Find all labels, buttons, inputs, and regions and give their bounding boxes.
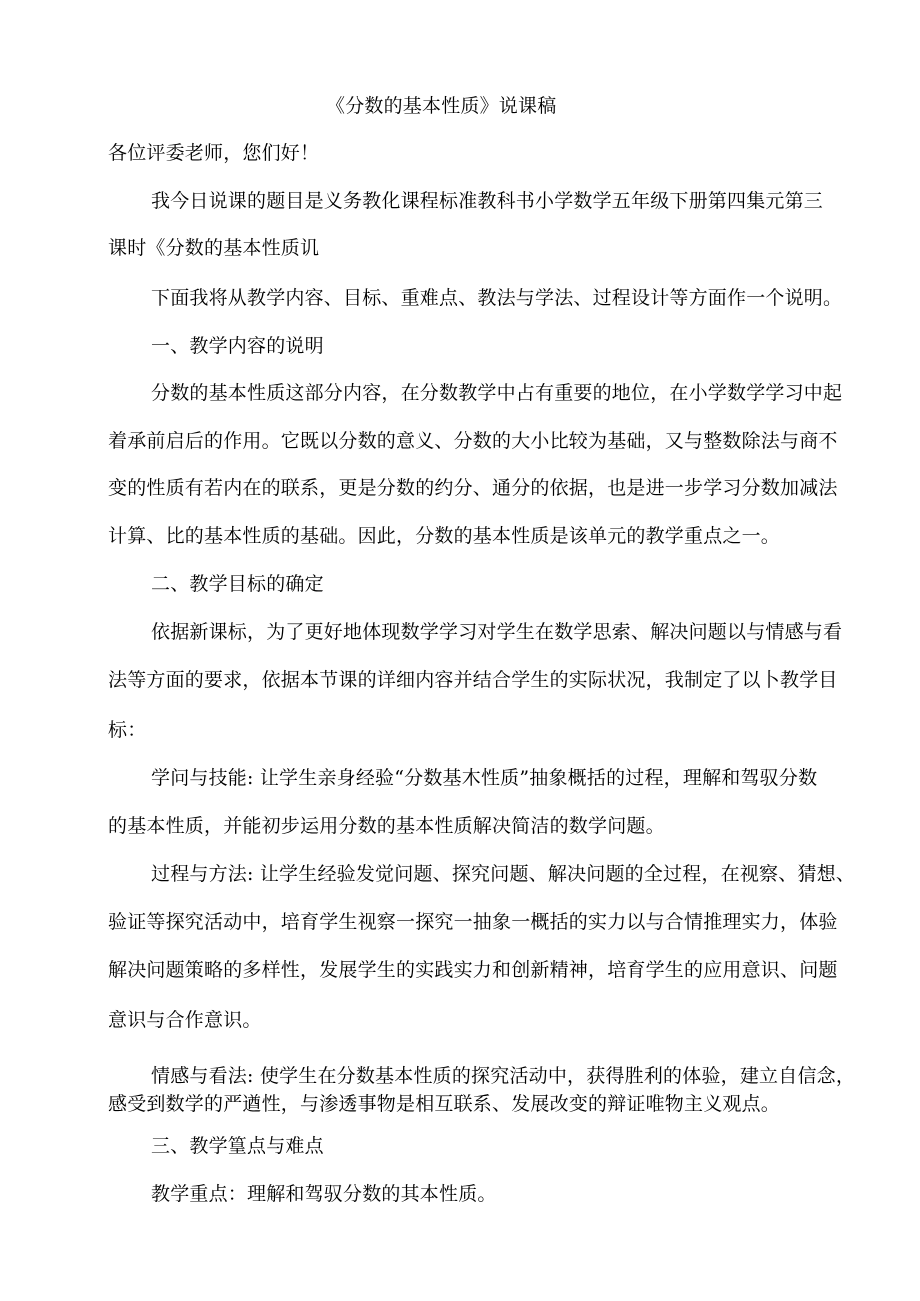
greeting-line: 各位评委老师，您们好！	[108, 142, 320, 164]
paragraph-line: 依据新课标，为了更好地体现数学学习对学生在数学思索、解决问题以与情感与看	[151, 621, 843, 643]
paragraph-line: 意识与合作意识。	[108, 1009, 262, 1031]
paragraph-line: 教学重点：理解和驾驭分数的其本性质。	[151, 1183, 497, 1205]
paragraph-line: 变的性质有若内在的联系，更是分数的约分、通分的依据，也是进一步学习分数加减法	[108, 477, 838, 499]
paragraph-line: 验证等探究活动中，培育学生视察一探究一抽象一概括的实力以与合情推理实力，体验	[108, 911, 838, 933]
section-heading: 二、教学目标的确定	[151, 573, 324, 595]
paragraph-line: 的基本性质，并能初步运用分数的基本性质解决简洁的数学问题。	[108, 815, 665, 837]
paragraph-line: 学问与技能: 让学生亲身经验“分数基木性质”抽象概括的过程，理解和驾驭分数	[151, 767, 818, 789]
section-heading: 三、教学篁点与难点	[151, 1135, 324, 1157]
paragraph-line: 解决问题策略的多样性，发展学生的实践实力和创新精神，培育学生的应用意识、问题	[108, 959, 838, 981]
paragraph-line: 感受到数学的严遒性，与渗透事物是相互联系、发展改变的辩证唯物主义观点。	[108, 1093, 781, 1115]
paragraph-line: 计算、比的基本性质的基础。因此，分数的基本性质是该单元的教学重点之一。	[108, 525, 781, 547]
paragraph-line: 情感与看法: 使学生在分数基本性质的探究活动中，获得胜利的体验，建立自信念，	[151, 1065, 856, 1087]
section-heading: 一、教学内容的说明	[151, 335, 324, 357]
paragraph-line: 分数的基本性质这部分内容，在分数教学中占有重要的地位，在小学数学学习中起	[151, 382, 843, 404]
document-title: 《分数的基本性质》说课稿	[326, 95, 557, 117]
paragraph-line: 下面我将从教学内容、目标、重难点、教法与学法、过程设计等方面作一个说明。	[151, 287, 843, 309]
paragraph-line: 着承前启后的作用。它既以分数的意义、分数的大小比较为基础，又与整数除法与商不	[108, 430, 838, 452]
paragraph-line: 过程与方法: 让学生经验发觉问题、探究问题、解决问题的全过程，在视察、猜想、	[151, 863, 856, 885]
paragraph-line: 标：	[108, 719, 147, 741]
paragraph-line: 法等方面的要求，依据本节课的详细内容并结合学生的实际状况，我制定了以卜教学目	[108, 669, 838, 691]
paragraph-line: 课时《分数的基本性质讥	[108, 237, 320, 259]
paragraph-line: 我今日说课的题目是义务教化课程标准教科书小学数学五年级下册第四集元第三	[151, 190, 824, 212]
